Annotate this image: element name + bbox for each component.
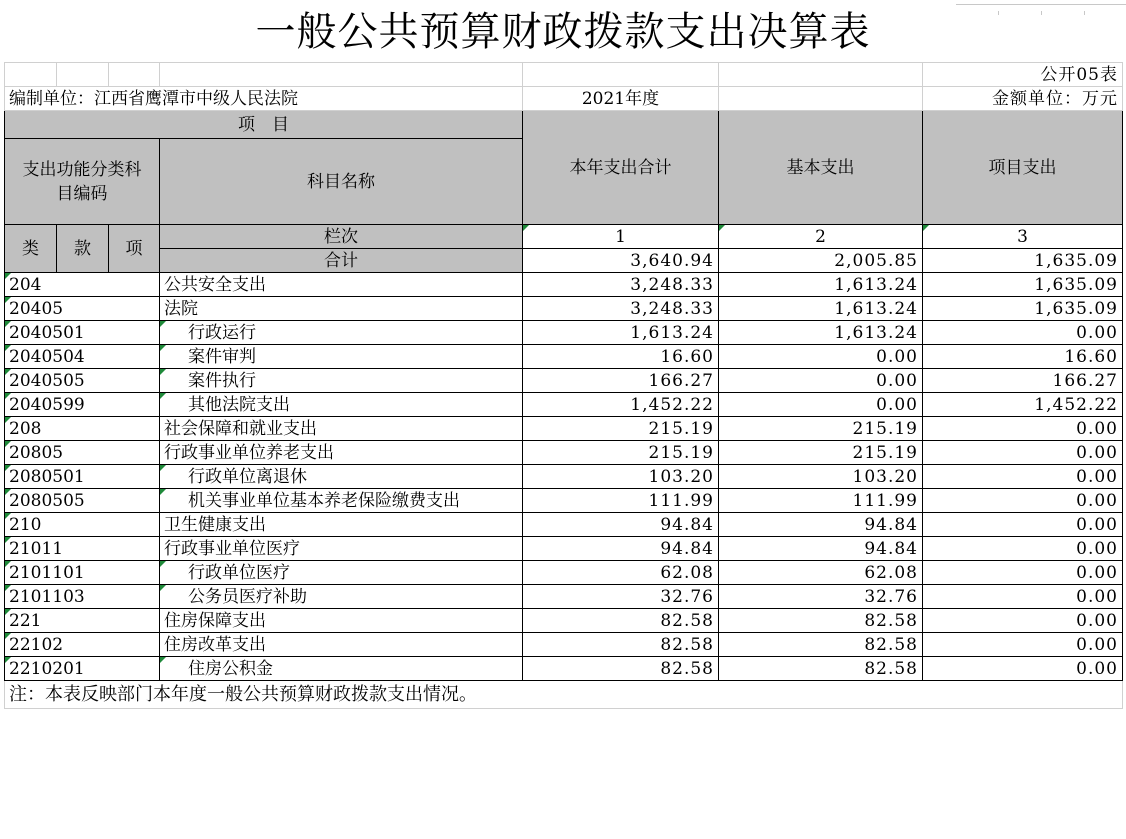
row-subject-name: 行政单位离退休 bbox=[160, 465, 523, 489]
header-xiang: 项 bbox=[109, 225, 160, 273]
row-subject-name: 行政事业单位医疗 bbox=[160, 537, 523, 561]
row-project: 0.00 bbox=[923, 657, 1123, 681]
row-subject-name: 行政单位医疗 bbox=[160, 561, 523, 585]
table-row bbox=[5, 561, 1123, 585]
row-subject-name: 卫生健康支出 bbox=[160, 513, 523, 537]
header-col-basic: 基本支出 bbox=[719, 111, 923, 225]
table-row bbox=[5, 657, 1123, 681]
row-basic: 215.19 bbox=[719, 441, 923, 465]
page-title: 一般公共预算财政拨款支出决算表 bbox=[255, 9, 871, 55]
column-no-1: 1 bbox=[523, 225, 719, 249]
row-subject-name: 行政事业单位养老支出 bbox=[160, 441, 523, 465]
row-total: 1,452.22 bbox=[523, 393, 719, 417]
footnote: 注：本表反映部门本年度一般公共预算财政拨款支出情况。 bbox=[5, 681, 1123, 709]
row-project: 0.00 bbox=[923, 441, 1123, 465]
row-basic: 1,613.24 bbox=[719, 273, 923, 297]
header-kuan: 款 bbox=[57, 225, 109, 273]
sum-project: 1,635.09 bbox=[923, 249, 1123, 273]
table-row bbox=[5, 537, 1123, 561]
row-subject-name: 住房公积金 bbox=[160, 657, 523, 681]
row-total: 166.27 bbox=[523, 369, 719, 393]
column-no-2: 2 bbox=[719, 225, 923, 249]
row-total: 32.76 bbox=[523, 585, 719, 609]
table-row bbox=[5, 345, 1123, 369]
header-code-group: 支出功能分类科目编码 bbox=[5, 139, 160, 225]
expenditure-table bbox=[4, 62, 1123, 709]
row-subject-name: 住房改革支出 bbox=[160, 633, 523, 657]
row-total: 103.20 bbox=[523, 465, 719, 489]
row-project: 0.00 bbox=[923, 489, 1123, 513]
row-total: 16.60 bbox=[523, 345, 719, 369]
row-code: 2101101 bbox=[5, 561, 160, 585]
row-total: 1,613.24 bbox=[523, 321, 719, 345]
sum-total: 3,640.94 bbox=[523, 249, 719, 273]
row-project: 0.00 bbox=[923, 609, 1123, 633]
row-project: 16.60 bbox=[923, 345, 1123, 369]
row-basic: 1,613.24 bbox=[719, 321, 923, 345]
row-basic: 82.58 bbox=[719, 633, 923, 657]
row-basic: 111.99 bbox=[719, 489, 923, 513]
table-row bbox=[5, 321, 1123, 345]
row-project: 0.00 bbox=[923, 561, 1123, 585]
row-total: 215.19 bbox=[523, 417, 719, 441]
row-total: 3,248.33 bbox=[523, 273, 719, 297]
row-code: 2040505 bbox=[5, 369, 160, 393]
header-subject-name: 科目名称 bbox=[160, 139, 523, 225]
row-code: 2080501 bbox=[5, 465, 160, 489]
table-row bbox=[5, 417, 1123, 441]
row-subject-name: 公共安全支出 bbox=[160, 273, 523, 297]
row-code: 2040504 bbox=[5, 345, 160, 369]
table-row bbox=[5, 513, 1123, 537]
row-project: 0.00 bbox=[923, 465, 1123, 489]
row-project: 0.00 bbox=[923, 321, 1123, 345]
row-project: 1,635.09 bbox=[923, 273, 1123, 297]
table-row bbox=[5, 297, 1123, 321]
table-row bbox=[5, 441, 1123, 465]
table-row bbox=[5, 465, 1123, 489]
table-row bbox=[5, 585, 1123, 609]
row-code: 2040501 bbox=[5, 321, 160, 345]
row-basic: 0.00 bbox=[719, 393, 923, 417]
row-basic: 215.19 bbox=[719, 417, 923, 441]
row-project: 0.00 bbox=[923, 537, 1123, 561]
form-number: 公开05表 bbox=[923, 63, 1123, 87]
row-code: 204 bbox=[5, 273, 160, 297]
row-code: 210 bbox=[5, 513, 160, 537]
header-col-total: 本年支出合计 bbox=[523, 111, 719, 225]
row-subject-name: 案件审判 bbox=[160, 345, 523, 369]
row-subject-name: 公务员医疗补助 bbox=[160, 585, 523, 609]
header-lei: 类 bbox=[5, 225, 57, 273]
row-total: 82.58 bbox=[523, 657, 719, 681]
table-row bbox=[5, 393, 1123, 417]
row-project: 0.00 bbox=[923, 417, 1123, 441]
row-subject-name: 行政运行 bbox=[160, 321, 523, 345]
row-total: 82.58 bbox=[523, 633, 719, 657]
year-label: 2021年度 bbox=[523, 87, 719, 111]
header-column-no: 栏次 bbox=[160, 225, 523, 249]
row-project: 1,635.09 bbox=[923, 297, 1123, 321]
row-subject-name: 住房保障支出 bbox=[160, 609, 523, 633]
amount-unit: 金额单位：万元 bbox=[923, 87, 1123, 111]
header-item: 项 目 bbox=[5, 111, 523, 139]
row-basic: 82.58 bbox=[719, 609, 923, 633]
row-code: 208 bbox=[5, 417, 160, 441]
row-subject-name: 法院 bbox=[160, 297, 523, 321]
row-subject-name: 其他法院支出 bbox=[160, 393, 523, 417]
row-project: 0.00 bbox=[923, 585, 1123, 609]
row-basic: 62.08 bbox=[719, 561, 923, 585]
row-code: 21011 bbox=[5, 537, 160, 561]
column-no-3: 3 bbox=[923, 225, 1123, 249]
table-row bbox=[5, 369, 1123, 393]
row-code: 2210201 bbox=[5, 657, 160, 681]
row-basic: 32.76 bbox=[719, 585, 923, 609]
row-total: 3,248.33 bbox=[523, 297, 719, 321]
row-project: 1,452.22 bbox=[923, 393, 1123, 417]
row-basic: 0.00 bbox=[719, 345, 923, 369]
row-total: 111.99 bbox=[523, 489, 719, 513]
sum-label: 合计 bbox=[160, 249, 523, 273]
sum-basic: 2,005.85 bbox=[719, 249, 923, 273]
header-col-project: 项目支出 bbox=[923, 111, 1123, 225]
row-basic: 82.58 bbox=[719, 657, 923, 681]
row-code: 22102 bbox=[5, 633, 160, 657]
row-total: 94.84 bbox=[523, 513, 719, 537]
row-subject-name: 社会保障和就业支出 bbox=[160, 417, 523, 441]
row-basic: 0.00 bbox=[719, 369, 923, 393]
row-project: 0.00 bbox=[923, 633, 1123, 657]
row-total: 94.84 bbox=[523, 537, 719, 561]
row-code: 20805 bbox=[5, 441, 160, 465]
row-total: 215.19 bbox=[523, 441, 719, 465]
row-subject-name: 机关事业单位基本养老保险缴费支出 bbox=[160, 489, 523, 513]
row-code: 20405 bbox=[5, 297, 160, 321]
row-code: 2080505 bbox=[5, 489, 160, 513]
row-basic: 94.84 bbox=[719, 537, 923, 561]
table-row bbox=[5, 633, 1123, 657]
row-code: 2040599 bbox=[5, 393, 160, 417]
row-code: 2101103 bbox=[5, 585, 160, 609]
row-total: 82.58 bbox=[523, 609, 719, 633]
table-row bbox=[5, 489, 1123, 513]
row-code: 221 bbox=[5, 609, 160, 633]
table-row bbox=[5, 609, 1123, 633]
row-basic: 1,613.24 bbox=[719, 297, 923, 321]
row-project: 166.27 bbox=[923, 369, 1123, 393]
table-row bbox=[5, 273, 1123, 297]
row-basic: 103.20 bbox=[719, 465, 923, 489]
row-total: 62.08 bbox=[523, 561, 719, 585]
row-project: 0.00 bbox=[923, 513, 1123, 537]
row-subject-name: 案件执行 bbox=[160, 369, 523, 393]
row-basic: 94.84 bbox=[719, 513, 923, 537]
unit-label: 编制单位：江西省鹰潭市中级人民法院 bbox=[5, 87, 523, 111]
